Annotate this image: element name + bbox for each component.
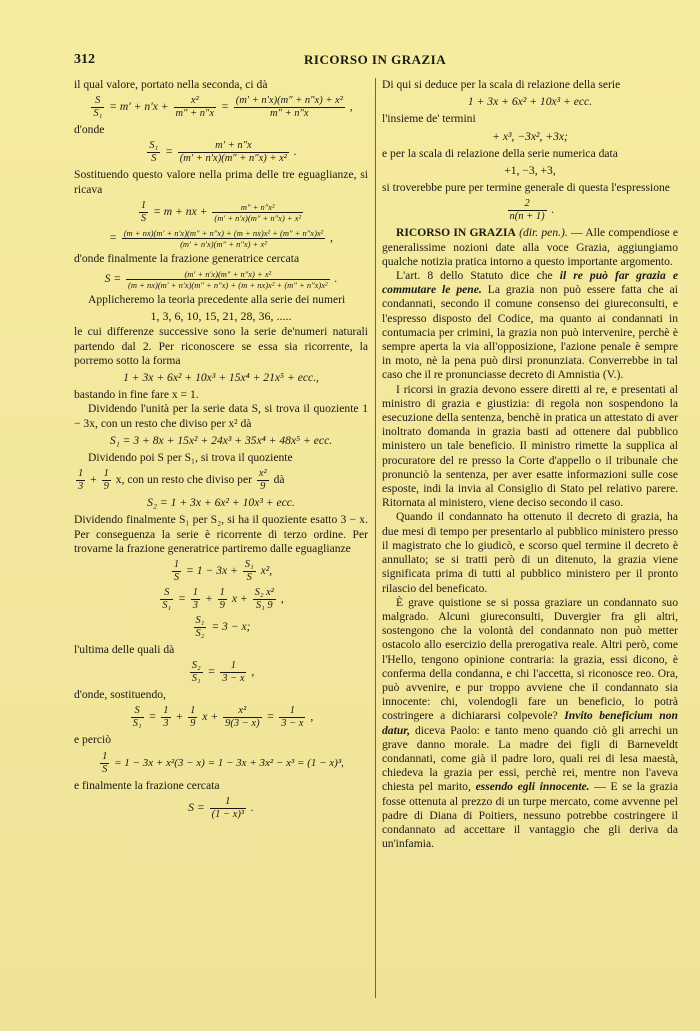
paragraph: Di qui si deduce per la scala di relazione della serie [382,78,621,91]
equation: 1 + 3x + 6x² + 10x³ + 15x⁴ + 21x⁵ + ecc., [123,371,319,385]
paragraph: si troverebbe pure per termine generale di questa l'espressione [382,181,670,195]
equation: S₁ = 3 + 8x + 15x² + 24x³ + 35x⁴ + 48x⁵ + ecc. [109,433,333,447]
paragraph: l'insieme de' termini [382,112,476,126]
equation: $\frac{2}{n(n + 1)}$ . [509,198,555,223]
paragraph: d'onde, sostituendo, [74,688,166,702]
paragraph: le cui differenze successive sono la serie de'numeri naturali partendo dal 2. Per riconoscere se essa sia ricorrente, la porremo sotto la forma [74,325,368,367]
equation: + x³, −3x², +3x; [492,129,568,143]
paragraph: Dividendo l'unità per la serie data S, si trova il quoziente 1 − 3x, con un resto che diviso per x² dà [74,402,368,430]
equation: S = $\frac{\text{(m′ + n′x)(m″ + n″x) + x²}}{\text{(m + nx)(m′ + n′x)(m″ + n″x) + (m + nx)x² + (m″ + n″x)x²}}$ . [104,269,338,291]
paragraph: Dividendo poi S per S₁, si trova il quoziente [88,451,293,465]
paragraph: e perciò [74,733,112,747]
equation: +1, −3, +3, [504,164,556,178]
equation: $\frac{1}{S}$ = 1 − 3x + $\frac{\text{S₁}}{S}$ x², [173,559,273,584]
column-divider [375,78,376,998]
paragraph: Applicheremo la teoria precedente alla serie dei numeri [88,293,346,307]
paragraph: l'ultima delle quali dà [74,643,175,657]
equation: S₂ = 1 + 3x + 6x² + 10x³ + ecc. [147,496,295,510]
equation: $\frac{\text{S₁}}{S}$ = $\frac{m' + n''x}{\text{(m′ + n′x)(m″ + n″x) + x²}}$ . [149,140,297,165]
paragraph: Sostituendo questo valore nella prima delle tre eguaglianze, si ricava [74,168,368,196]
paragraph: e finalmente la frazione cercata [74,778,220,792]
equation: $\frac{1}{S}$ = 1 − 3x + x²(3 − x) = 1 − 3x + 3x² − x³ = (1 − x)³, [102,750,344,775]
entry-paragraph: RICORSO IN GRAZIA (dir. pen.). — Alle compendiose e generalissime nozioni date alla voce Grazia, aggiungiamo qualche notizia pratica intorno a questo importante argomento. [382,226,678,268]
paragraph: L'art. 8 dello Statuto dice che il re può far grazia e commutare le pene. La grazia non può essere fatta che ai condannati, secondo il comune consenso dei giureconsulti, e l'espresso disposto del Codice, ma quanto ai condannati in contumacia per crimini, la grazia non può intervenire, perchè è sempre aperta la via all'opposizione, l'azione penale è sempre in moto, nè la pena può dirsi pronunziata. Converrebbe in tal caso che il re pronunciasse decreto di Amnistia (V.). [382,269,679,382]
paragraph: bastando in fine fare x = 1. [74,388,199,402]
paragraph: d'onde finalmente la frazione generatrice cercata [74,251,300,265]
equation: $\frac{\text{S₁}}{\text{S₂}}$ = 3 − x; [195,615,251,640]
paragraph: il qual valore, portato nella seconda, ci dà [74,78,268,91]
entry-category: (dir. pen.). [519,226,568,240]
paragraph: È grave quistione se si possa graziare un condannato suo malgrado. Alcuni giureconsulti, Duvergier fra gli altri, sostengono che la volontà del condannato non può metter ostacolo allo esercizio della prerogativa reale. Altri però, come l'Hello, tengono opinione contraria: la grazia, essi dicono, è conferma della condanna, e chi l'accetta, si riconosce reo. Ora, può avvenire, e pur troppo avviene che il condannato sia innocente: chi, volendogli fare un beneficio, lo potrà costringere a dichiararsi colpevole? Invito beneficium non datur, diceva Paolo: e tanto meno quando ciò gli arrechi un grave danno morale. La madre dei figli di Barneveldt condannati, come già il padre loro, quali rei di lesa maestà, chiedeva la grazia per essi, perchè rei, mentre non l'aveva chiesta pel marito, essendo egli innocente. — E se la grazia fosse ottenuta al prezzo di un turpe mercato, come avvenne pel padre di Diana di Poitiers, nessuno potrebbe costringere il condannato ad accettare il vantaggio che gli deriva da un'infamia. [382,595,679,851]
paragraph: d'onde [74,123,105,137]
page-number: 312 [74,52,95,67]
number-sequence: 1, 3, 6, 10, 15, 21, 28, 36, ..... [150,309,292,324]
right-column [382,78,678,851]
paragraph: Dividendo finalmente S₁ per S₂, si ha il quoziente esatto 3 − x. Per conseguenza la serie è ricorrente di terzo ordine. Per trovarne la frazione generatrice partiremo dalle eguaglianze [74,513,368,555]
equation: $\frac{S}{\text{S₁}}$ = $\frac{1}{3}$ + $\frac{1}{9}$ x + $\frac{\text{x²}}{9(3 - x)}$ = $\frac{1}{3 - x}$ , [132,705,314,730]
page-header [74,52,670,70]
running-title: RICORSO IN GRAZIA [304,52,447,67]
equation: $\frac{\text{S₂}}{\text{S₁}}$ = $\frac{1}{3 - x}$ , [191,660,255,685]
left-column [74,78,368,824]
equation: $\frac{1}{3}$ + $\frac{1}{9}$ x, con un resto che diviso per $\frac{\text{x²}}{9}$ dà [78,468,285,493]
equation: S = $\frac{1}{\text{(1 − x)³}}$ . [188,795,254,820]
equation: 1 + 3x + 6x² + 10x³ + ecc. [467,95,593,109]
equation: $\frac{S}{\text{S₁}}$ = m′ + n′x + $\frac{\text{x²}}{m'' + n''x}$ = $\frac{\text{(m′ + n′x)(m″ + n″x) + x²}}{m'' + n''x}$ , [93,95,353,120]
entry-heading: RICORSO IN GRAZIA [396,226,516,240]
equation: $\frac{1}{S}$ = m + nx + $\frac{\text{m″ + n″x²}}{\text{(m′ + n′x)(m″ + n″x) + x²}}$ [140,199,302,224]
equation: $\frac{S}{\text{S₁}}$ = $\frac{1}{3}$ + $\frac{1}{9}$ x + $\frac{\text{S₂ x²}}{\text{S₁ 9}}$ , [162,587,284,612]
paragraph: Quando il condannato ha ottenuto il decreto di grazia, ha due mesi di tempo per presentarlo al pubblico ministero presso il magistrato che lo giudicò, e scorso quel termine il decreto è annullato; se si tratti però di un ditenuto, la grazia viene significata prima di tutti al pubblico ministero per il pronto rilascio del beneficato. [382,510,678,595]
equation: = $\frac{\text{(m + nx)(m′ + n′x)(m″ + n″x) + (m + nx)x² + (m″ + n″x)x²}}{\text{(m′ + n′x)(m″ + n″x) + x²}}$ , [108,227,334,249]
paragraph: I ricorsi in grazia devono essere diretti al re, e presentati al ministro di grazia e giustizia: di regola non sospendono la esecuzione della sentenza, benchè in pratica un attestato di aver inoltrato domanda in grazia basti ad ottenere dal pubblico ministero un tale beneficio. Il ministro rimette la supplica al procuratore del re presso la Corte d'appello o il tribunale che pronunciò la sentenza, per aver esatte informazioni sulle cose esposte, indi la invia al Consiglio di Stato pel relativo parere. Ritornata al ministero, viene deciso secondo il caso. [382,382,678,510]
paragraph: e per la scala di relazione della serie numerica data [382,146,618,160]
